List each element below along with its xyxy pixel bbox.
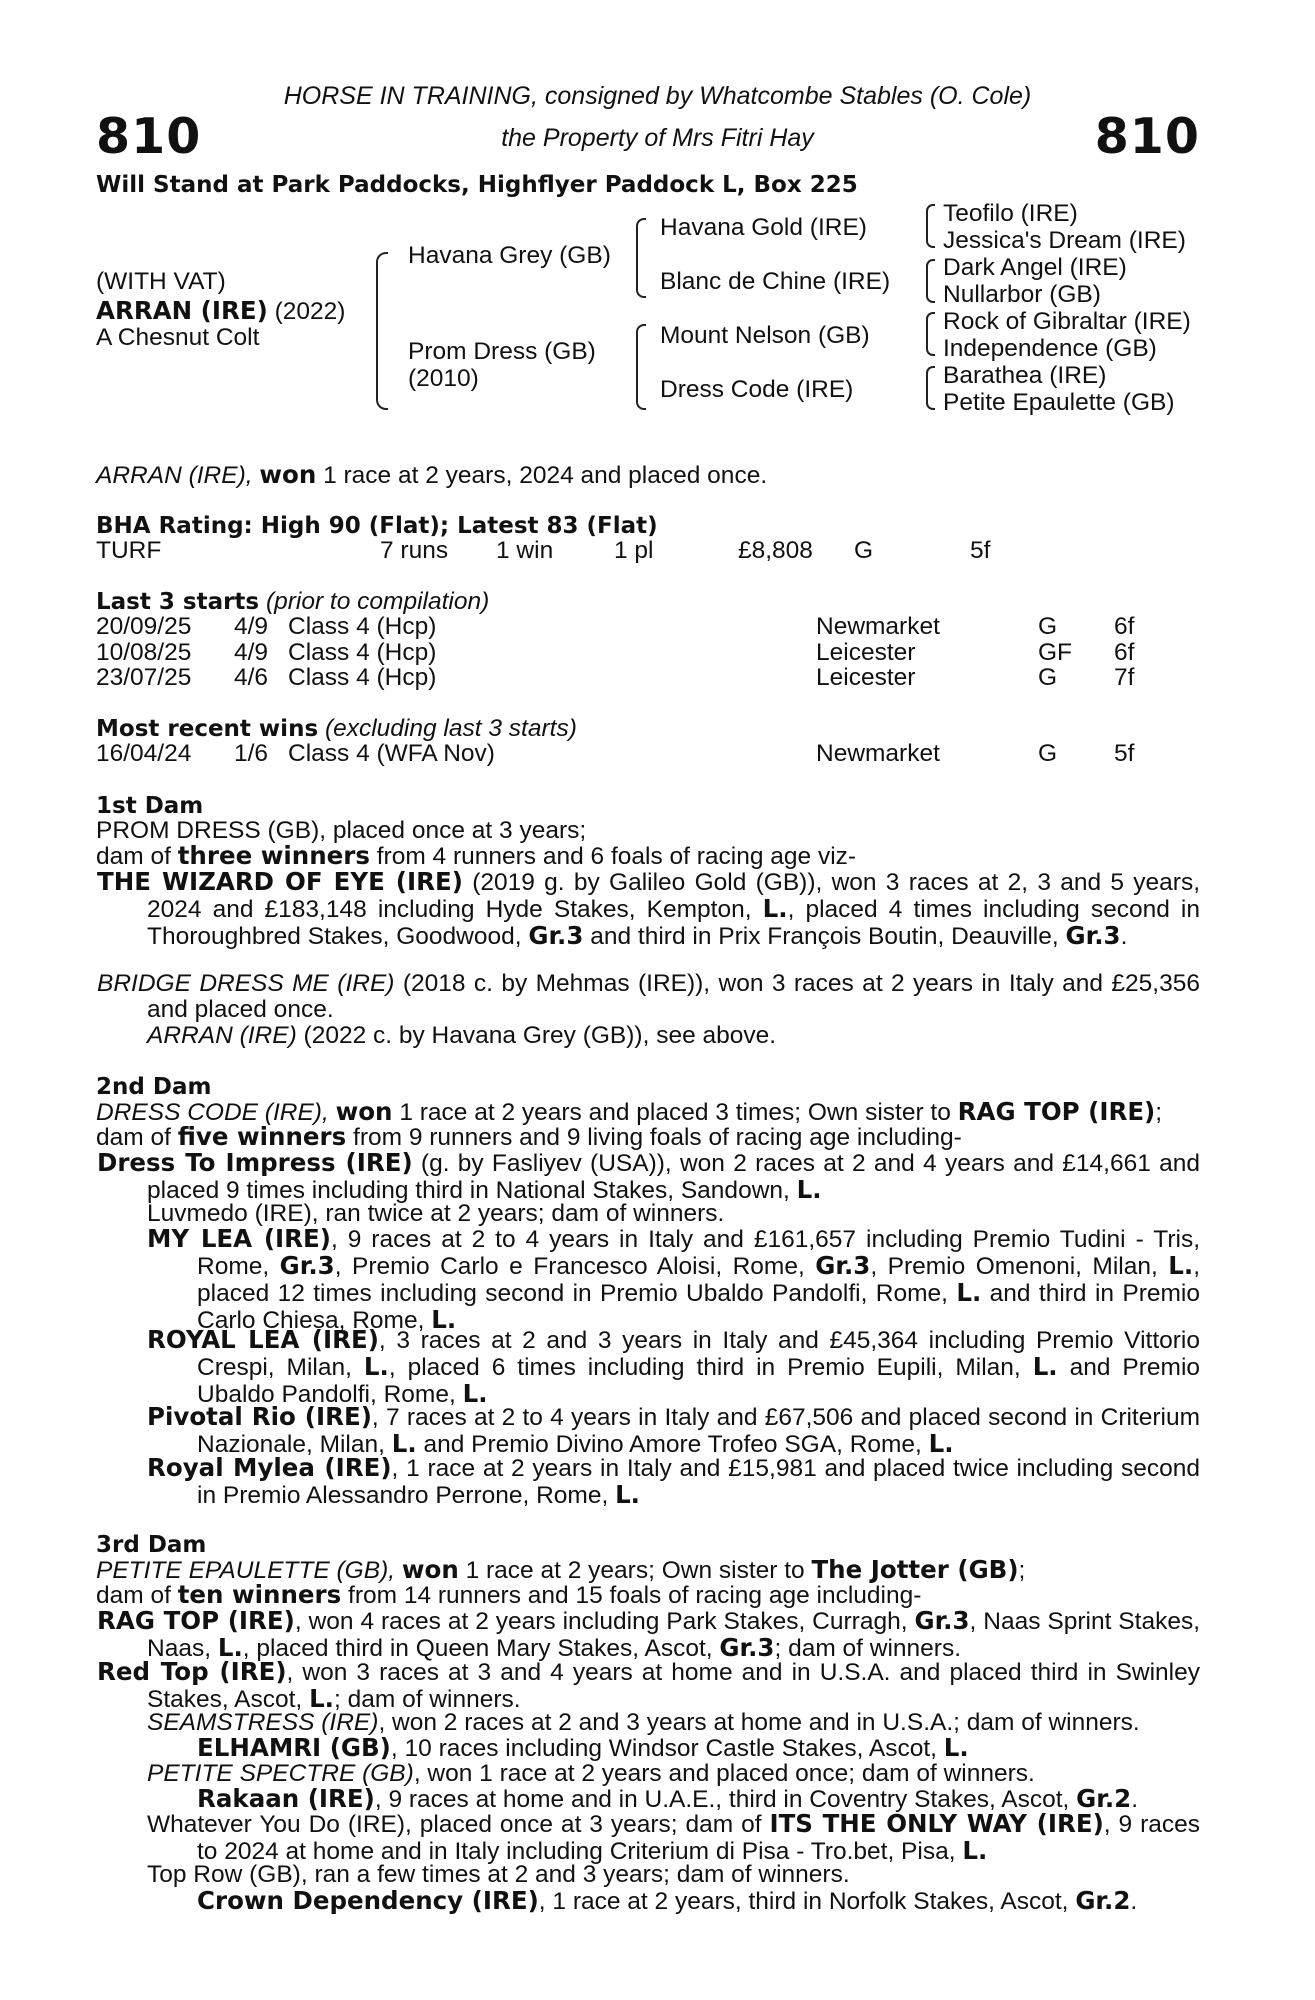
third-dam-line2 <box>96 1582 921 1609</box>
progeny-text: , Naas Sprint Stakes, Naas, <box>147 1608 1201 1662</box>
start-date: 20/09/25 <box>96 613 192 640</box>
dam: Prom Dress (GB) <box>408 338 596 365</box>
dam-dam: Dress Code (IRE) <box>660 376 854 403</box>
listed-mark: L. <box>1168 1251 1194 1280</box>
sire-sire: Havana Gold (IRE) <box>660 214 867 241</box>
sister-name: RAG TOP (IRE) <box>957 1097 1156 1126</box>
rating-surface: TURF <box>96 537 162 564</box>
recent-wins-title: Most recent wins <box>96 716 319 742</box>
gen4-name: Independence (GB) <box>943 335 1157 362</box>
progeny-text: , Premio Carlo e Francesco Aloisi, Rome, <box>334 1253 805 1280</box>
progeny-text: and Premio Divino Amore Trofeo SGA, Rome, <box>423 1431 922 1458</box>
horse-description: A Chesnut Colt <box>96 324 260 351</box>
start-going: G <box>1038 664 1058 691</box>
group-mark: Gr.2 <box>1075 1886 1131 1915</box>
progeny-name: MY LEA (IRE) <box>147 1224 331 1253</box>
gen4-name: Rock of Gibraltar (IRE) <box>943 308 1191 335</box>
lot-number-left: 810 <box>96 108 202 165</box>
second-dam-line2 <box>96 1124 962 1151</box>
dam-year: (2010) <box>408 365 479 392</box>
runners-foals: from 4 runners and 6 foals of racing age viz- <box>376 843 857 870</box>
gen4-name: Barathea (IRE) <box>943 362 1107 389</box>
won-word: won <box>401 1555 459 1584</box>
rating-going: G <box>854 537 874 564</box>
listed-mark: L. <box>962 1836 988 1865</box>
first-dam-line1: PROM DRESS (GB), placed once at 3 years; <box>96 817 587 844</box>
second-dam-heading: 2nd Dam <box>96 1074 212 1100</box>
progeny-text: , won 3 races at 3 and 4 years at home and in U.S.A. and placed third in Swinley Stakes, Ascot, <box>147 1659 1200 1713</box>
last-starts-title: Last 3 starts <box>96 589 260 615</box>
win-distance: 5f <box>1114 740 1135 767</box>
start-class: Class 4 (Hcp) <box>288 613 437 640</box>
progeny-name: ARRAN (IRE) <box>147 1022 297 1049</box>
progeny-text: ; dam of winners. <box>774 1635 962 1662</box>
progeny-entry <box>97 869 1200 950</box>
start-going: G <box>1038 613 1058 640</box>
progeny-entry-text <box>97 970 1200 1023</box>
start-date: 23/07/25 <box>96 664 192 691</box>
grand-progeny-text <box>147 1325 1201 1408</box>
listed-mark: L. <box>956 1278 982 1307</box>
progeny-entry <box>97 1659 1200 1713</box>
progeny-text: . <box>1131 1786 1139 1813</box>
start-position: 4/9 <box>234 613 269 640</box>
progeny-text: , 10 races including Windsor Castle Stakes, Ascot, <box>390 1735 937 1762</box>
progeny-text: , 9 races at 2 to 4 years in Italy and £161,657 including Premio Tudini - Tris, Rome, <box>197 1226 1200 1280</box>
bha-rating: BHA Rating: High 90 (Flat); Latest 83 (Flat) <box>96 513 658 539</box>
grand-progeny-text <box>147 1402 1200 1458</box>
start-going: GF <box>1038 639 1073 666</box>
dam-text: 1 race at 2 years and placed 3 times; Own sister to <box>399 1099 951 1126</box>
brace-g4-4 <box>926 366 935 410</box>
progeny-name: Dress To Impress (IRE) <box>97 1148 413 1177</box>
dam-of: dam of <box>96 1582 171 1609</box>
property-line: the Property of Mrs Fitri Hay <box>501 124 814 152</box>
progeny-text: (2018 c. by Mehmas (IRE)), won 3 races at 2 years in Italy and £25,356 and placed once. <box>147 970 1200 1023</box>
dam-sire: Mount Nelson (GB) <box>660 322 870 349</box>
win-position: 1/6 <box>234 740 269 767</box>
progeny-name: PETITE SPECTRE (GB) <box>147 1760 414 1787</box>
start-distance: 6f <box>1114 613 1135 640</box>
grand-progeny-entry <box>147 1327 1200 1408</box>
recent-wins-heading <box>96 716 577 742</box>
first-dam-line2 <box>96 843 856 870</box>
start-course: Leicester <box>816 639 916 666</box>
winners-count: ten winners <box>177 1580 342 1609</box>
summary-won: won <box>259 460 317 489</box>
gen4-name: Dark Angel (IRE) <box>943 254 1127 281</box>
gen4-name: Petite Epaulette (GB) <box>943 389 1175 416</box>
progeny-text: , won 4 races at 2 years including Park Stakes, Curragh, <box>294 1608 908 1635</box>
progeny-name: ROYAL LEA (IRE) <box>147 1325 379 1354</box>
listed-mark: L. <box>431 1305 457 1334</box>
progeny-text: , 3 races at 2 and 3 years in Italy and £45,364 including Premio Vittorio Crespi, Milan, <box>197 1327 1200 1381</box>
sire-dam: Blanc de Chine (IRE) <box>660 268 891 295</box>
listed-mark: L. <box>943 1733 969 1762</box>
progeny-text: , placed 6 times including third in Premio Eupili, Milan, <box>388 1354 1021 1381</box>
gen4-name: Teofilo (IRE) <box>943 200 1078 227</box>
progeny-text: , 7 races at 2 to 4 years in Italy and £67,506 and placed second in Criterium Nazionale, Milan, <box>197 1404 1200 1458</box>
brace-dam <box>636 324 646 410</box>
progeny-text: . <box>1120 923 1128 950</box>
third-dam-heading: 3rd Dam <box>96 1532 207 1558</box>
progeny-name: Red Top (IRE) <box>97 1657 287 1686</box>
progeny-entry-text <box>97 1657 1200 1713</box>
start-distance: 7f <box>1114 664 1135 691</box>
rating-placed: 1 pl <box>614 537 654 564</box>
dam-of: dam of <box>96 843 171 870</box>
brace-g4-2 <box>926 259 935 303</box>
progeny-name: ELHAMRI (GB) <box>197 1733 391 1762</box>
progeny-text: , placed 4 times including second in Thoroughbred Stakes, Goodwood, <box>147 896 1200 950</box>
sire: Havana Grey (GB) <box>408 242 611 269</box>
listed-mark: L. <box>615 1480 640 1509</box>
grand-progeny-entry <box>197 1888 1137 1915</box>
rating-runs: 7 runs <box>380 537 449 564</box>
start-class: Class 4 (Hcp) <box>288 639 437 666</box>
group-mark: Gr.3 <box>528 921 584 950</box>
brace-main <box>376 252 388 410</box>
progeny-name: THE WIZARD OF EYE (IRE) <box>97 867 463 896</box>
progeny-text: (2019 g. by Galileo Gold (GB)), won 3 races at 2, 3 and 5 years, 2024 and £183,148 including Hyde Stakes, Kempton, <box>147 869 1201 923</box>
group-mark: Gr.3 <box>914 1606 970 1635</box>
runners-foals: from 9 runners and 9 living foals of racing age including- <box>353 1124 962 1151</box>
progeny-text: , Premio Omenoni, Milan, <box>870 1253 1158 1280</box>
sister-name: The Jotter (GB) <box>811 1555 1019 1584</box>
start-position: 4/6 <box>234 664 269 691</box>
dam-name: PETITE EPAULETTE (GB), <box>96 1557 396 1584</box>
listed-mark: L. <box>363 1352 389 1381</box>
progeny-text: , placed 12 times including second in Premio Ubaldo Pandolfi, Rome, <box>197 1253 1201 1307</box>
progeny-text: , 1 race at 2 years in Italy and £15,981 and placed twice including second in Premio Alessandro Perrone, Rome, <box>197 1455 1201 1509</box>
progeny-name: Crown Dependency (IRE) <box>197 1886 539 1915</box>
winners-count: three winners <box>177 841 370 870</box>
progeny-name: RAG TOP (IRE) <box>97 1606 295 1635</box>
progeny-entry-text <box>97 1606 1201 1662</box>
progeny-name: BRIDGE DRESS ME (IRE) <box>97 970 395 997</box>
brace-g4-1 <box>926 204 935 248</box>
dam-text: ; <box>1018 1557 1026 1584</box>
progeny-entry <box>97 1608 1200 1662</box>
progeny-name: Pivotal Rio (IRE) <box>147 1402 372 1431</box>
progeny-text: , 9 races to 2024 at home and in Italy including Criterium di Pisa - Tro.bet, Pisa, <box>197 1811 1200 1865</box>
horse-year: (2022) <box>274 298 346 325</box>
progeny-text: , placed third in Queen Mary Stakes, Ascot, <box>242 1635 713 1662</box>
group-mark: Gr.3 <box>279 1251 335 1280</box>
grand-progeny-entry <box>147 1404 1200 1458</box>
listed-mark: L. <box>762 894 788 923</box>
gen4-name: Nullarbor (GB) <box>943 281 1101 308</box>
listed-mark: L. <box>309 1684 334 1713</box>
listed-mark: L. <box>796 1175 822 1204</box>
rating-wins: 1 win <box>496 537 554 564</box>
horse-name-line <box>96 296 345 326</box>
grand-progeny-text <box>147 1453 1201 1509</box>
first-dam-heading: 1st Dam <box>96 793 204 819</box>
progeny-text: and third in Prix François Boutin, Deauville, <box>590 923 1059 950</box>
lot-number-right: 810 <box>1094 108 1200 165</box>
dam-text: ; <box>1155 1099 1163 1126</box>
progeny-entry <box>97 1150 1200 1204</box>
grand-progeny-text <box>147 1224 1201 1334</box>
recent-wins-note: (excluding last 3 starts) <box>324 715 577 742</box>
rating-prize: £8,808 <box>738 537 813 564</box>
listed-mark: L. <box>928 1429 954 1458</box>
gen4-name: Jessica's Dream (IRE) <box>943 227 1186 254</box>
progeny-name: Rakaan (IRE) <box>197 1784 375 1813</box>
rating-distance: 5f <box>970 537 991 564</box>
vat-note: (WITH VAT) <box>96 268 226 295</box>
last-starts-heading <box>96 589 489 615</box>
listed-mark: L. <box>1032 1352 1058 1381</box>
summary-rest: 1 race at 2 years, 2024 and placed once. <box>323 462 768 489</box>
progeny-entry-text <box>97 867 1201 950</box>
progeny-text: , won 2 races at 2 and 3 years at home and in U.S.A.; dam of winners. <box>378 1709 1140 1736</box>
progeny-entry <box>147 1023 776 1049</box>
grand-progeny-entry <box>147 1455 1200 1509</box>
consignor-line: HORSE IN TRAINING, consigned by Whatcombe Stables (O. Cole) <box>283 82 1032 110</box>
progeny-text: and third in Premio Carlo Chiesa, Rome, <box>197 1280 1200 1334</box>
brace-sire <box>636 218 646 298</box>
race-summary <box>96 462 767 489</box>
progeny-text: , 1 race at 2 years, third in Norfolk Stakes, Ascot, <box>538 1888 1069 1915</box>
progeny-name: SEAMSTRESS (IRE) <box>147 1709 379 1736</box>
progeny-text: , won 1 race at 2 years and placed once; dam of winners. <box>413 1760 1035 1787</box>
progeny-entry: Luvmedo (IRE), ran twice at 2 years; dam of winners. <box>147 1200 725 1227</box>
start-course: Leicester <box>816 664 916 691</box>
listed-mark: L. <box>217 1633 243 1662</box>
progeny-text: (g. by Fasliyev (USA)), won 2 races at 2 and 4 years and £14,661 and placed 9 times including third in National Stakes, Sandown, <box>147 1150 1200 1204</box>
listed-mark: L. <box>391 1429 417 1458</box>
win-course: Newmarket <box>816 740 940 767</box>
start-date: 10/08/25 <box>96 639 192 666</box>
start-class: Class 4 (Hcp) <box>288 664 437 691</box>
grand-progeny-entry <box>147 1226 1200 1334</box>
won-word: won <box>335 1097 393 1126</box>
progeny-entry-text <box>97 1148 1200 1204</box>
group-mark: Gr.3 <box>815 1251 871 1280</box>
progeny-name: ITS THE ONLY WAY (IRE) <box>769 1809 1104 1838</box>
progeny-entry <box>97 971 1200 1023</box>
winners-count: five winners <box>177 1122 347 1151</box>
summary-name: ARRAN (IRE), <box>96 462 253 489</box>
start-course: Newmarket <box>816 613 940 640</box>
progeny-text: , 9 races at home and in U.A.E., third in Coventry Stakes, Ascot, <box>374 1786 1070 1813</box>
group-mark: Gr.2 <box>1076 1784 1132 1813</box>
grand-progeny-entry <box>197 1735 969 1762</box>
brace-g4-3 <box>926 312 935 356</box>
progeny-text: Whatever You Do (IRE), placed once at 3 years; dam of <box>147 1811 762 1838</box>
grand-progeny-entry <box>147 1811 1200 1865</box>
stand-location: Will Stand at Park Paddocks, Highflyer Paddock L, Box 225 <box>96 172 858 198</box>
dam-of: dam of <box>96 1124 171 1151</box>
listed-mark: L. <box>462 1379 488 1408</box>
start-distance: 6f <box>1114 639 1135 666</box>
win-date: 16/04/24 <box>96 740 192 767</box>
runners-foals: from 14 runners and 15 foals of racing age including- <box>348 1582 922 1609</box>
progeny-text: ; dam of winners. <box>333 1686 521 1713</box>
progeny-text: (2022 c. by Havana Grey (GB)), see above. <box>303 1022 777 1049</box>
dam-name: DRESS CODE (IRE), <box>96 1099 329 1126</box>
progeny-entry: Top Row (GB), ran a few times at 2 and 3 years; dam of winners. <box>147 1861 850 1888</box>
group-mark: Gr.3 <box>719 1633 775 1662</box>
progeny-text: . <box>1130 1888 1138 1915</box>
horse-name: ARRAN (IRE) <box>96 296 268 325</box>
win-going: G <box>1038 740 1058 767</box>
progeny-name: Royal Mylea (IRE) <box>147 1453 392 1482</box>
start-position: 4/9 <box>234 639 269 666</box>
progeny-text: and Premio Ubaldo Pandolfi, Rome, <box>197 1354 1201 1408</box>
grand-progeny-text <box>147 1809 1200 1865</box>
win-class: Class 4 (WFA Nov) <box>288 740 495 767</box>
dam-text: 1 race at 2 years; Own sister to <box>465 1557 805 1584</box>
group-mark: Gr.3 <box>1065 921 1121 950</box>
last-starts-note: (prior to compilation) <box>265 588 490 615</box>
